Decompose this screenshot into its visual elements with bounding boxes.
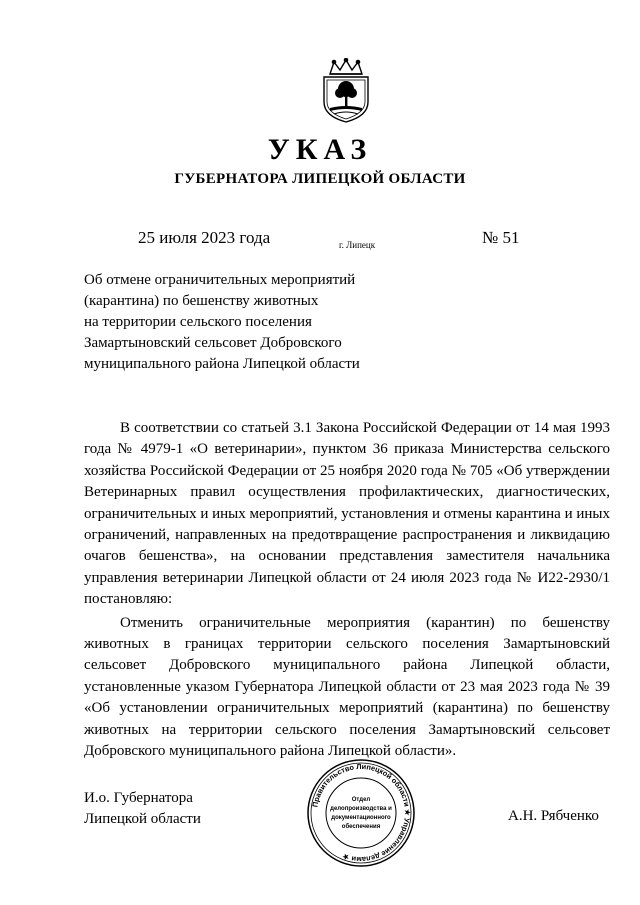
seal-center-line: обеспечения bbox=[341, 824, 381, 830]
official-seal-icon bbox=[306, 758, 416, 868]
document-number: № 51 bbox=[482, 228, 520, 247]
subject-line: муниципального района Липецкой области bbox=[84, 356, 360, 372]
signer-position-line: И.о. Губернатора bbox=[84, 790, 193, 806]
seal-outer-text: Правительство Липецкой области ★ Управление делами ★ bbox=[310, 761, 413, 865]
lipetsk-coat-of-arms-icon bbox=[316, 58, 376, 124]
subject-line: Замартыновский сельсовет Добровского bbox=[84, 335, 342, 351]
seal-center-line: делопроизводства и bbox=[330, 806, 392, 812]
seal-center-line: Отдел bbox=[351, 797, 371, 803]
seal-center-line: документационного bbox=[331, 815, 391, 821]
document-title: УКАЗ bbox=[267, 133, 373, 166]
document-body bbox=[84, 418, 610, 765]
document-subject bbox=[84, 270, 360, 375]
signer-position bbox=[84, 788, 201, 830]
subject-line: (карантина) по бешенству животных bbox=[84, 293, 319, 309]
document-date: 25 июля 2023 года bbox=[138, 228, 271, 247]
signer-name: А.Н. Рябченко bbox=[508, 808, 599, 824]
signer-position-line: Липецкой области bbox=[84, 811, 201, 827]
document-subtitle: ГУБЕРНАТОРА ЛИПЕЦКОЙ ОБЛАСТИ bbox=[174, 171, 466, 187]
document-place: г. Липецк bbox=[339, 240, 376, 250]
subject-line: на территории сельского поселения bbox=[84, 314, 312, 330]
body-paragraph: Отменить ограничительные мероприятия (карантин) по бешенству животных в границах территории сельского поселения Замартыновский сельсовет Добровского муниципального района Липецкой области, установленные указом Губернатора Липецкой области от 23 мая 2023 года № 39 «Об установлении ограничительных мероприятий (карантина) по бешенству животных на территории сельского поселения Замартыновский сельсовет Добровского муниципального района Липецкой области». bbox=[84, 614, 610, 760]
body-paragraph: В соответствии со статьей 3.1 Закона Российской Федерации от 14 мая 1993 года № 4979-1 «О ветеринарии», пунктом 36 приказа Министерства сельского хозяйства Российской Федерации от 25 ноября 2020 года № 705 «Об утверждении Ветеринарных правил осуществления профилактических, диагностических, ограничительных и иных мероприятий, установления и отмены карантина и иных ограничений, направленных на предотвращение распространения и ликвидацию очагов бешенства», на основании представления заместителя начальника управления ветеринарии Липецкой области от 24 июля 2023 года № И22-2930/1 постановляю: bbox=[84, 420, 610, 608]
subject-line: Об отмене ограничительных мероприятий bbox=[84, 272, 356, 288]
